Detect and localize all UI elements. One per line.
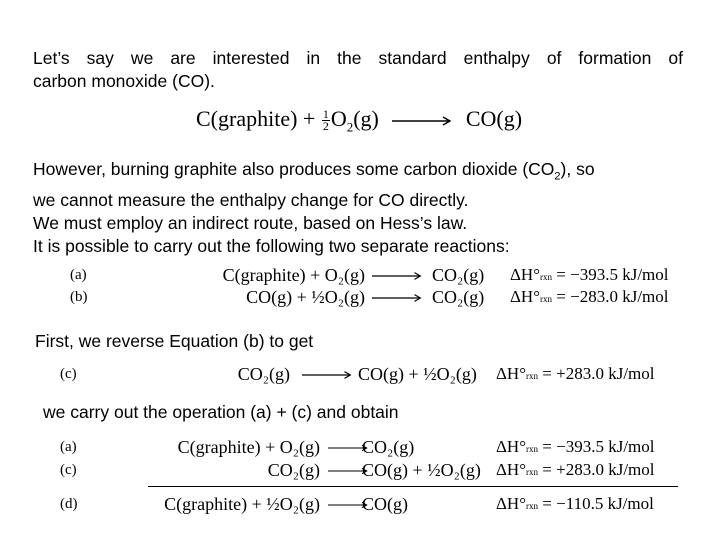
- para2-line-4: It is possible to carry out the following two separate reactions:: [33, 235, 510, 256]
- enthalpy-value: ΔH°rxn = +283.0 kJ/mol: [496, 364, 655, 383]
- reaction-arrow-icon: [390, 116, 454, 126]
- enthalpy-value: ΔH°rxn = −110.5 kJ/mol: [496, 494, 654, 513]
- hess-explanation: [33, 158, 683, 258]
- intro-text: [33, 47, 683, 93]
- enthalpy-value: ΔH°rxn = +283.0 kJ/mol: [496, 460, 655, 479]
- enthalpy-value: ΔH°rxn = −393.5 kJ/mol: [496, 437, 655, 456]
- enthalpy-value: ΔH°rxn = −393.5 kJ/mol: [510, 265, 669, 284]
- intro-line-2: carbon monoxide (CO).: [33, 71, 215, 91]
- reaction-label: (b): [70, 289, 88, 305]
- para2-line-2: we cannot measure the enthalpy change for CO directly.: [33, 189, 469, 210]
- main-eq-right: CO(g): [465, 106, 523, 131]
- sum-divider-line: [148, 486, 678, 487]
- reaction-arrow-icon: [302, 370, 352, 380]
- para2-line-3: We must employ an indirect route, based on Hess’s law.: [33, 212, 468, 233]
- operation-text: we carry out the operation (a) + (c) and obtain: [43, 402, 399, 422]
- enthalpy-value: ΔH°rxn = −283.0 kJ/mol: [510, 287, 669, 306]
- main-eq-left: C(graphite) +: [196, 106, 321, 131]
- reaction-arrow-icon: [372, 271, 422, 281]
- reaction-label: (c): [60, 366, 77, 382]
- intro-line-1: Let’s say we are interested in the standard enthalpy of formation of: [33, 48, 683, 68]
- reaction-label: (a): [70, 267, 87, 283]
- reverse-text: First, we reverse Equation (b) to get: [35, 331, 314, 351]
- main-eq-fraction: $\frac{1}{2}$: [322, 107, 329, 134]
- para2-line-1: However, burning graphite also produces some carbon dioxide $(CO_2)$, so: [33, 159, 595, 183]
- reaction-arrow-icon: [372, 293, 422, 303]
- main-equation: C(graphite) + $\frac{1}{2}$ $O_2(g)$ CO(g): [196, 106, 523, 135]
